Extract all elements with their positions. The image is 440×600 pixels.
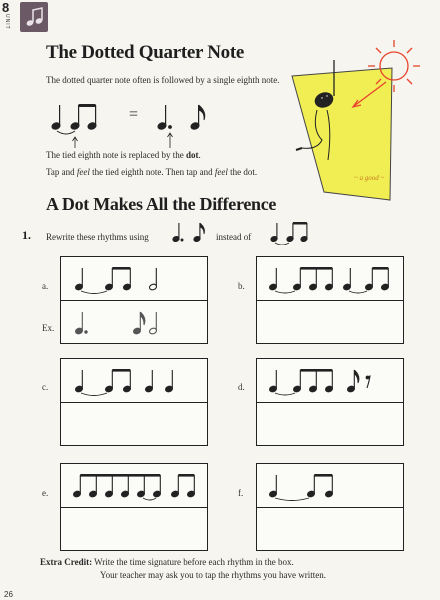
exercise-f-box[interactable] (256, 463, 404, 551)
dotted-quarter-eighth-notation (172, 221, 212, 245)
exercise-e-box[interactable] (60, 463, 208, 551)
extra-credit-line-2: Your teacher may ask you to tap the rhythms you have written. (100, 570, 327, 580)
exercise-f-label: f. (238, 488, 244, 498)
exercise-e-rhythm (71, 472, 201, 502)
equals-sign: = (129, 106, 139, 123)
exercise-a-label: a. (42, 281, 49, 291)
question-number: 1. (22, 228, 31, 242)
exercise-f-rhythm (267, 472, 397, 502)
instruction-pre: Rewrite these rhythms using (46, 232, 149, 242)
exercise-d-label: d. (238, 382, 245, 392)
exercise-a-box[interactable] (60, 256, 208, 344)
page-title: The Dotted Quarter Note (46, 42, 245, 63)
exercise-a-example-answer (73, 309, 193, 339)
explanation-line-2: Tap and feel the tied eighth note. Then tap and feel the dot. (46, 167, 258, 177)
exercise-b-label: b. (238, 281, 245, 291)
unit-music-icon (20, 2, 48, 32)
tied-vs-dotted-notation (44, 100, 234, 150)
section-title: A Dot Makes All the Difference (46, 194, 277, 214)
exercise-e-label: e. (42, 488, 49, 498)
unit-number: 8 (2, 0, 10, 15)
tied-rhythm-notation (270, 221, 320, 245)
explanation-line-1: The tied eighth note is replaced by the dot. (46, 150, 201, 160)
unit-tab (0, 0, 54, 38)
exercise-c-box[interactable] (60, 358, 208, 446)
exercise-c-rhythm (73, 367, 193, 397)
exercise-a-rhythm (73, 265, 193, 295)
page-number: 26 (4, 590, 13, 599)
extra-credit-line-1: Extra Credit: Write the time signature before each rhythm in the box. (40, 557, 294, 567)
exercise-b-box[interactable] (256, 256, 404, 344)
intro-text: The dotted quarter note often is followed by a single eighth note. (46, 75, 280, 85)
exercise-b-rhythm (267, 265, 397, 295)
example-label: Ex. (42, 323, 55, 333)
unit-word: UNIT (4, 14, 10, 30)
instruction-post: instead of (216, 232, 252, 242)
exercise-c-label: c. (42, 382, 49, 392)
illustration-signature: ~ a good ~ (354, 174, 385, 182)
exercise-d-box[interactable] (256, 358, 404, 446)
exercise-d-rhythm (267, 367, 397, 397)
beach-illustration (272, 20, 440, 210)
